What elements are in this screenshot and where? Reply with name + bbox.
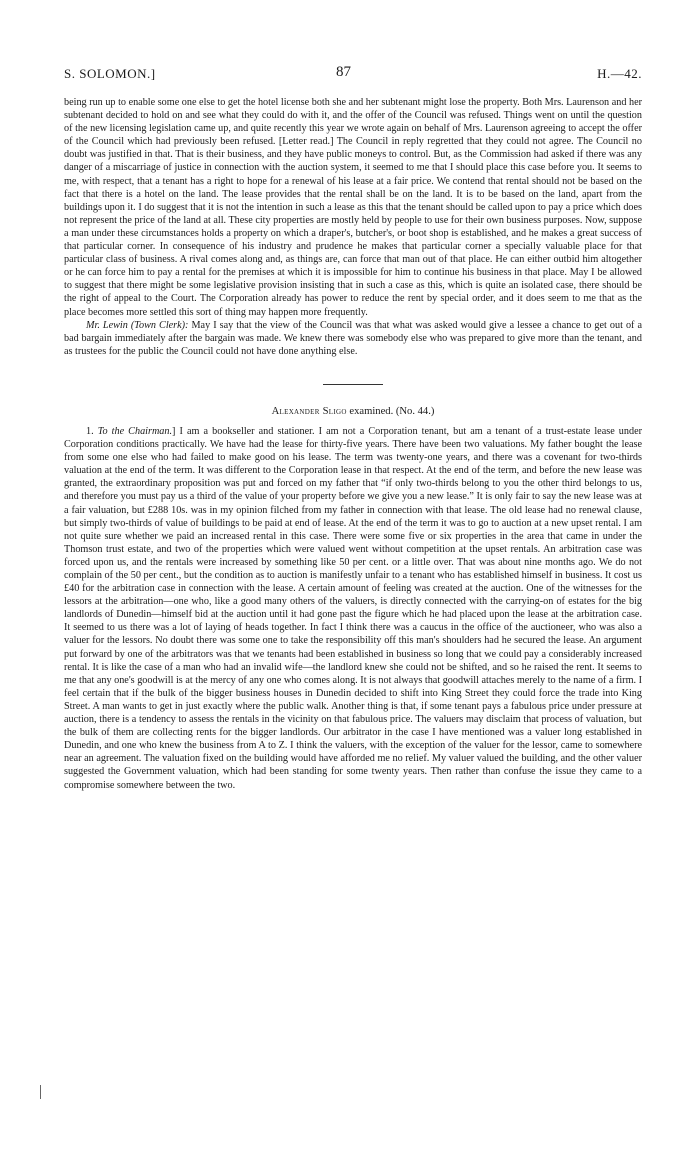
- page-body: [64, 96, 642, 792]
- document-reference: H.—42.: [597, 66, 642, 81]
- answer-paragraph: [64, 425, 642, 792]
- answer-number: 1.: [86, 425, 94, 437]
- lewin-paragraph: [64, 319, 642, 358]
- witness-name: Alexander Sligo: [271, 405, 347, 417]
- page-number: 87: [336, 64, 351, 80]
- margin-mark: [40, 1085, 41, 1099]
- lewin-statement: May I say that the view of the Council was that what was asked would give a lessee a chance to get out of a bad bargain immediately after the bargain was made. We knew there was somebody else who was prepared to give more than the tenant, and as trustees for the public the Council could not have done anything else.: [64, 319, 643, 357]
- witness-examined-label: examined. (No. 44.): [346, 405, 435, 417]
- speaker-name: Mr. Lewin (Town Clerk):: [86, 319, 189, 331]
- page-header: [64, 66, 642, 86]
- witness-heading: [64, 405, 642, 418]
- answer-addressee: To the Chairman.: [97, 425, 173, 437]
- intro-paragraph: being run up to enable some one else to get the hotel license both she and her subtenant might lose the property. Both Mrs. Laurenson and her subtenant decided to hold on and see what they could do with it, and the offer of the Council was refused. Things went on until the question of the new licensing legislation came up, and quite recently this year we wrote again on behalf of Mrs. Laurenson agreeing to accept the offer of the Council which had previously been refused. [Letter read.] The Council in reply regretted that they could not agree. The Council no doubt was justified in that. That is their business, and they have public moneys to control. But, as the Commission had asked if there was any danger of a miscarriage of justice in connection with the auction system, it seemed to me that I should place this case before you. It seems to me, with respect, that a tenant has a right to hope for a renewal of his lease at a fair price. We contend that rental should not be based on the fact that there is a hotel on the land. The lease provides that the rental shall be on the land. It is to be based on the land, apart from the buildings upon it. I do suggest that it is not the intention in such a lease as this that the tenant should be called upon to pay a price which does not represent the price of the land at all. These city properties are mostly held by people to use for their own business purposes. Now, suppose a man under these circumstances holds a property on which a draper's, butcher's, or boot shop is established, and he makes a great success of that particular corner. In consequence of his industry and prudence he makes that particular corner a specially valuable place for that particular class of business. A rival comes along and, as things are, can force that man out of that place. He can either outbid him altogether or he can force him to pay a rental for the premises at which it is impossible for him to continue his business in that place. May I be allowed to suggest that there might be some legislative provision insisting that in such a case as this, which is quite an isolated case, there should be the right of appeal to the Court. The Corporation already has power to reduce the rent by special order, and it does seem to me that as the place becomes more settled this sort of thing may happen more frequently.: [64, 97, 642, 318]
- answer-text: ] I am a bookseller and stationer. I am not a Corporation tenant, but am a tenant of a trust-estate lease under Corporation conditions practically. We have had the lease for thirty-five years. There have been two valuations. My father bought the lease from some one else who had failed to make good on his lease. The term was twenty-one years, and there was a covenant for two-thirds valuation at the end of the term. It was different to the Corporation lease in that respect. At the end of the term, and before the new lease was granted, the extraordinary proposition was put and forced on my father that “if only two-thirds belong to you the other third belongs to us, and therefore you must pay us a third of the value of your property before we give you a new lease.” It is only fair to say the new lease was at a fair valuation, but £288 10s. was in my opinion filched from my father in connection with that lease. The old lease had no renewal clause, but simply two-thirds of value of buildings to be paid at end of lease. At the end of the term it was to go to auction at a new upset rental. I am not quite sure whether we paid an increased rental in this case. There were some five or six properties in the area that came in under the Thomson trust estate, and two of the properties which were valued went without competition at the upset rentals. An arbitration case was forced upon us, and the rentals were increased by something like 50 per cent. or a little over. That was about nine months ago. We do not complain of the 50 per cent., but the condition as to auction is manifestly unfair to a tenant who has established himself in business. It cost us £40 for the arbitration case in connection with the lease. A certain amount of feeling was created at the auction. One of the witnesses for the lessors at the arbitration—one who, like a good many others of the valuers, is directly connected with the carrying-on of estates for the big landlords of Dunedin—himself bid at the auction until it had gone past the figure which he had placed upon the lease at the arbitration case. It seemed to us there was a lot of laying of heads together. In fact I think there was a caucus in the office of the auctioneer, who was also a valuer for the lessors. No doubt there was some one to take the responsibility off this man's shoulders had he secured the lease. An argument put forward by one of the arbitrators was that we tenants had been established in business so long that we could pay a considerably increased rental. It is like the case of a man who had an invalid wife—the landlord knew she could not be shifted, and so he raised the rent. It seems to me that any one's goodwill is at the mercy of any one who comes along. It is not always that goodwill attaches merely to the name of a firm. I feel certain that if the bulk of the bigger business houses in Dunedin decided to shift into King Street they could force the trade into King Street. A man wants to get in just exactly where the public walk. Another thing is that, if some tenant pays a fabulous price under pressure at auction, there is a tendency to assess the rentals in the vicinity on that fabulous price. The valuers may disclaim that process of valuation, but the bulk of them are collecting rents for the bigger landlords. Our arbitrator in the case I have mentioned was a valuer long established in Dunedin, and one who knew the business from A to Z. I think the valuers, with the exception of the valuer for the lessor, came to somewhere near an agreement. The valuation fixed on the building would have afforded me no relief. My valuer valued the building, and the other valuer suggested the Government valuation, which had been standing for some twenty years. Then rather than confuse the issue they came to a compromise somewhere between the two.: [64, 425, 642, 791]
- section-divider: [323, 384, 383, 385]
- header-witness-label: S. SOLOMON.]: [64, 66, 156, 81]
